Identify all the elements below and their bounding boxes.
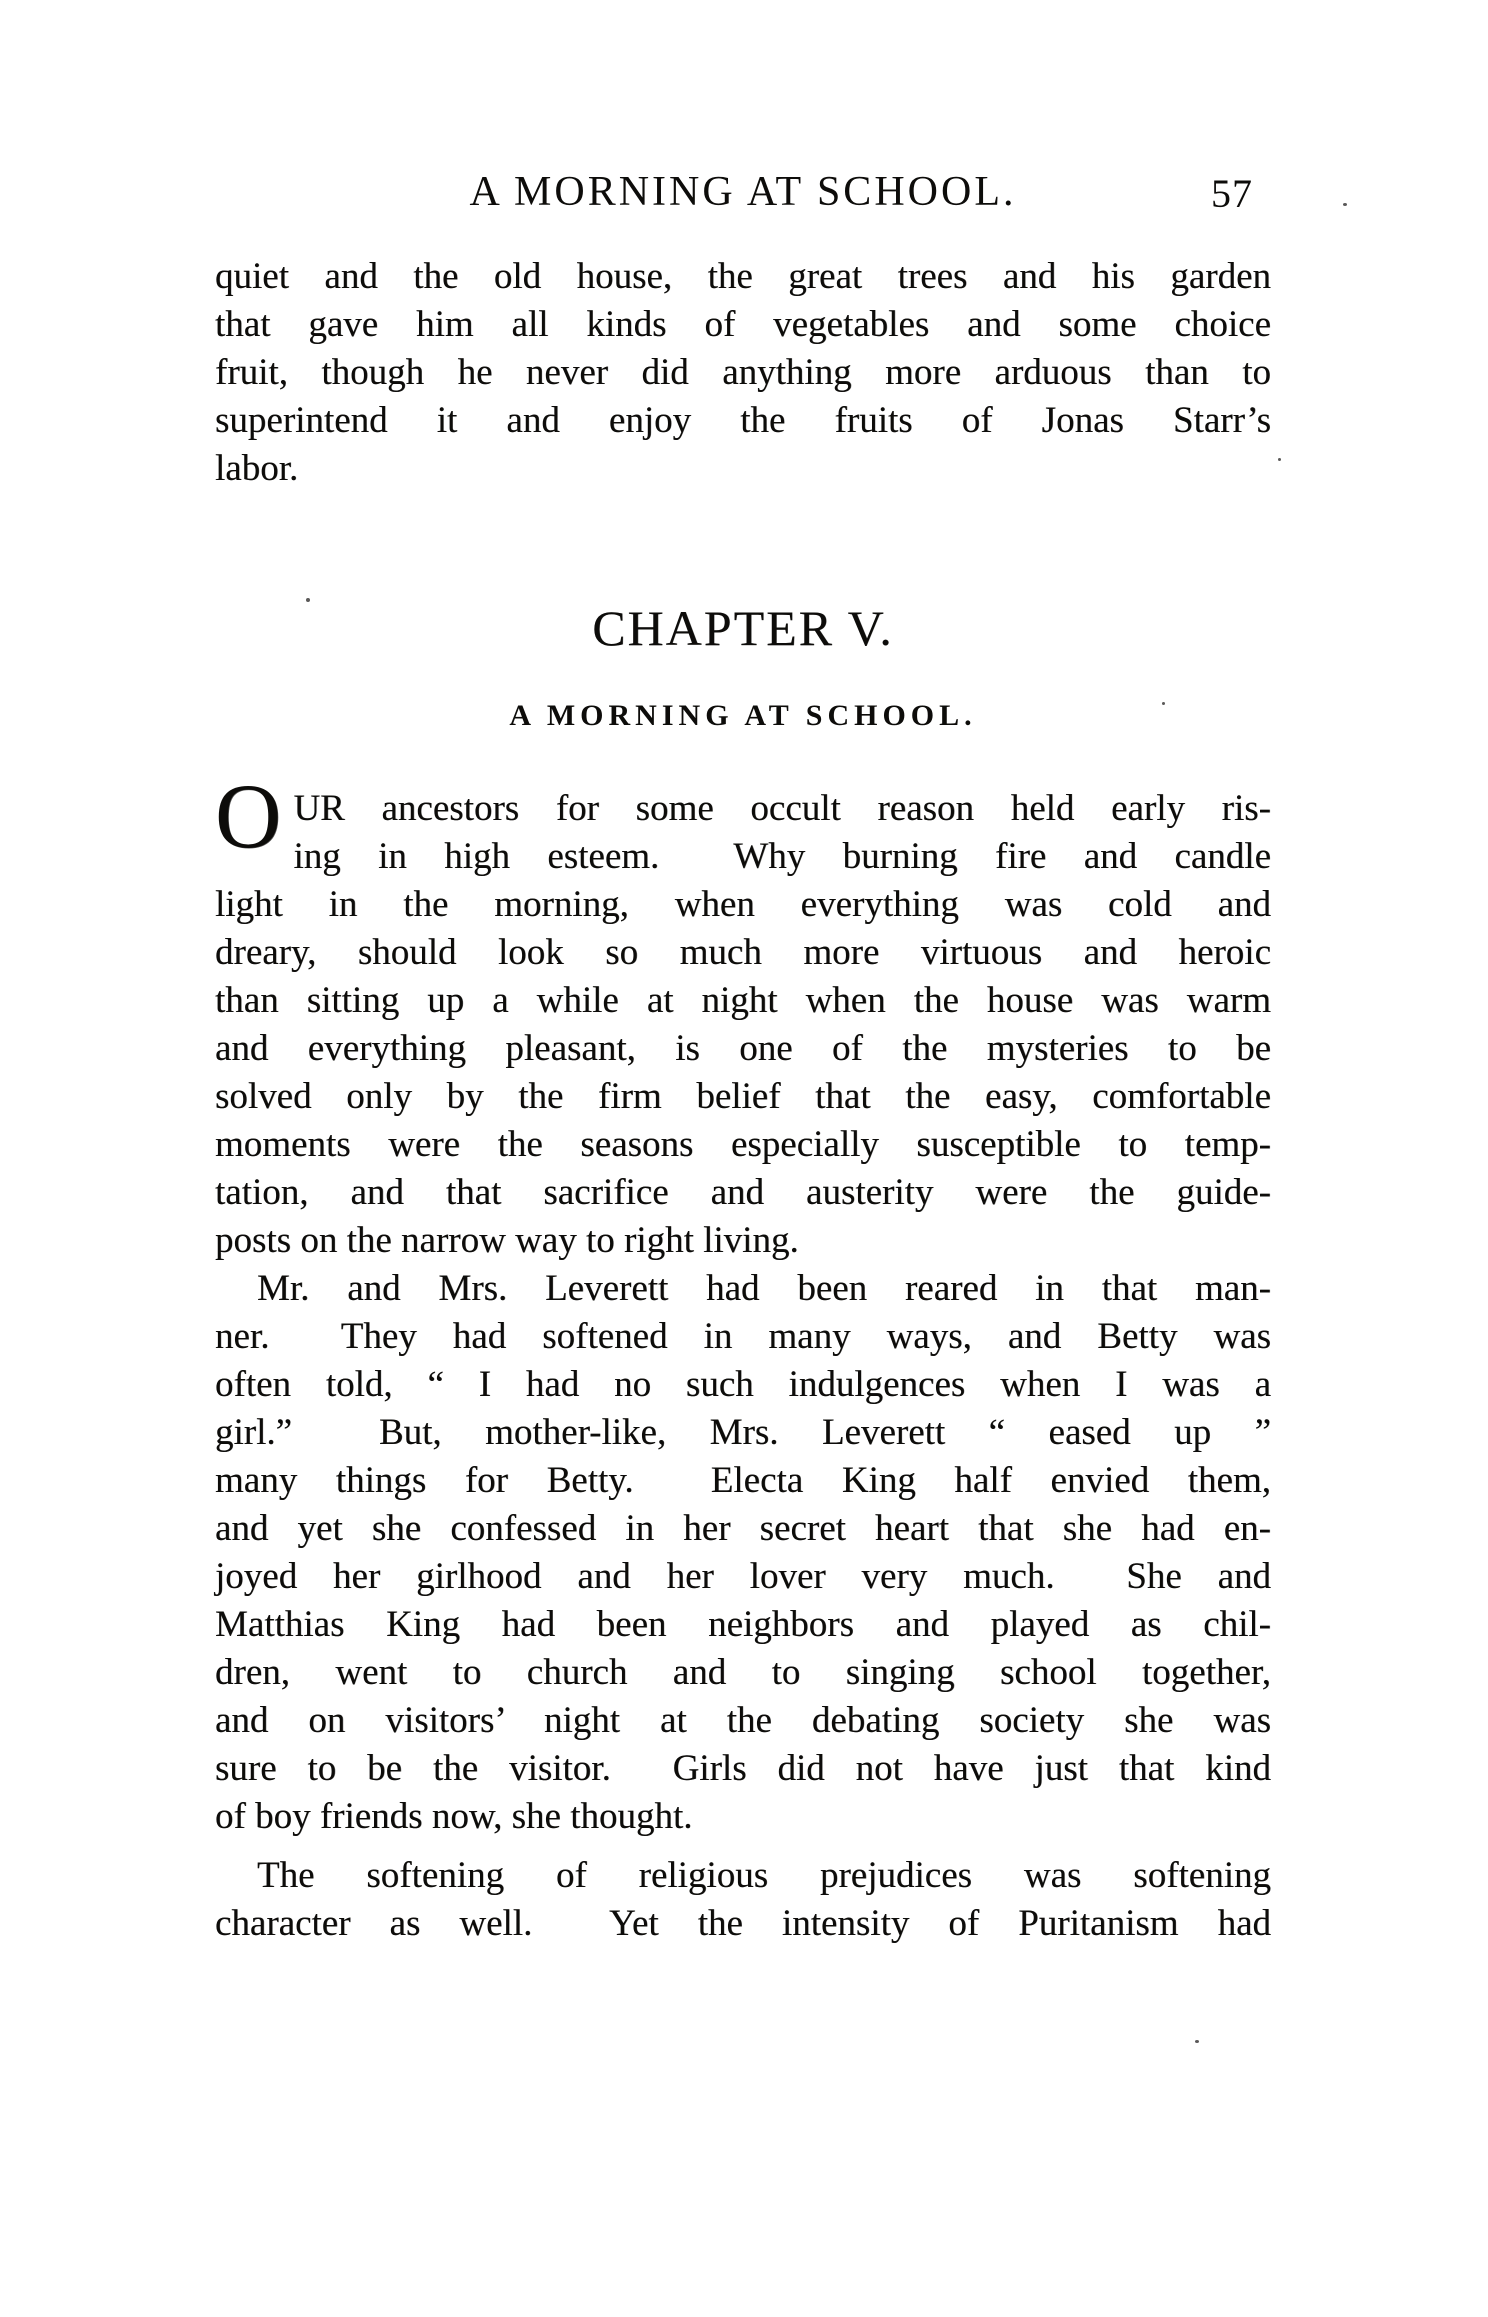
leverett-paragraph xyxy=(215,1265,1271,1841)
text-line: fruit, though he never did anything more arduous than to xyxy=(215,352,1271,393)
text-line: posts on the narrow way to right living. xyxy=(215,1220,799,1261)
scan-speck xyxy=(1343,203,1347,206)
text-line: joyed her girlhood and her lover very much. She and xyxy=(215,1556,1271,1597)
running-head xyxy=(215,170,1271,214)
text-line: sure to be the visitor. Girls did not have just that kind xyxy=(215,1748,1271,1789)
drop-cap-letter: O xyxy=(215,765,282,867)
text-line: character as well. Yet the intensity of Puritanism had xyxy=(215,1903,1271,1944)
chapter-heading: CHAPTER V. xyxy=(592,600,894,656)
text-line: quiet and the old house, the great trees and his garden xyxy=(215,256,1271,297)
text-line: Mr. and Mrs. Leverett had been reared in that man- xyxy=(257,1268,1271,1309)
text-line: and on visitors’ night at the debating society she was xyxy=(215,1700,1271,1741)
continued-paragraph xyxy=(215,253,1271,493)
text-line: and yet she confessed in her secret heart that she had en- xyxy=(215,1508,1271,1549)
text-line: often told, “ I had no such indulgences when I was a xyxy=(215,1364,1271,1405)
text-line: and everything pleasant, is one of the mysteries to be xyxy=(215,1028,1271,1069)
scan-speck xyxy=(1278,458,1281,461)
text-line: solved only by the firm belief that the easy, comfortable xyxy=(215,1076,1271,1117)
text-line: superintend it and enjoy the fruits of Jonas Starr’s xyxy=(215,400,1271,441)
text-line: many things for Betty. Electa King half envied them, xyxy=(215,1460,1271,1501)
text-line: light in the morning, when everything was cold and xyxy=(215,884,1271,925)
text-line: ing in high esteem. Why burning fire and candle xyxy=(293,836,1271,877)
text-line: moments were the seasons especially susceptible to temp- xyxy=(215,1124,1271,1165)
text-line: of boy friends now, she thought. xyxy=(215,1796,693,1837)
text-line: dren, went to church and to singing school together, xyxy=(215,1652,1271,1693)
text-line: that gave him all kinds of vegetables and some choice xyxy=(215,304,1271,345)
scan-speck xyxy=(306,598,310,602)
text-line: girl.” But, mother-like, Mrs. Leverett “ eased up ” xyxy=(215,1412,1271,1453)
text-line: labor. xyxy=(215,448,299,489)
text-line: UR ancestors for some occult reason held early ris- xyxy=(293,788,1271,829)
text-line: ner. They had softened in many ways, and Betty was xyxy=(215,1316,1271,1357)
text-line: Matthias King had been neighbors and played as chil- xyxy=(215,1604,1271,1645)
scan-speck xyxy=(1162,702,1165,705)
chapter-subheading: A MORNING AT SCHOOL. xyxy=(509,699,977,732)
running-head-title: A MORNING AT SCHOOL. xyxy=(469,169,1017,215)
text-line: tation, and that sacrifice and austerity were the guide- xyxy=(215,1172,1271,1213)
text-line: dreary, should look so much more virtuous and heroic xyxy=(215,932,1271,973)
scan-speck xyxy=(1195,2040,1199,2043)
text-line: than sitting up a while at night when the house was warm xyxy=(215,980,1271,1021)
page-number: 57 xyxy=(1211,171,1253,216)
opening-paragraph xyxy=(215,765,1271,1265)
softening-paragraph xyxy=(215,1852,1271,1948)
text-line: The softening of religious prejudices was softening xyxy=(257,1855,1271,1896)
